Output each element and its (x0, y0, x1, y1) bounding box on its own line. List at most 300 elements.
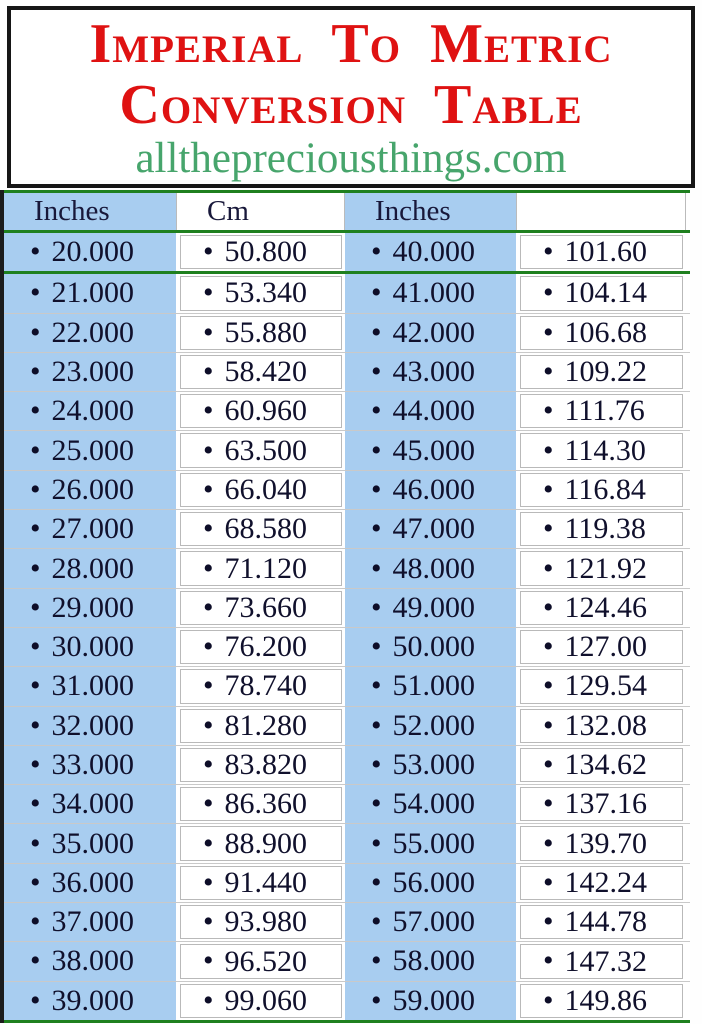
table-row (4, 706, 690, 745)
inches-cell (4, 707, 176, 745)
cm-cell (176, 942, 345, 980)
value-box (180, 394, 342, 428)
value-box (520, 866, 683, 900)
value-box (180, 355, 342, 389)
value-text: 58.000 (392, 944, 476, 978)
inches-cell (345, 667, 516, 705)
value-box (180, 826, 342, 860)
value-text: 60.960 (224, 394, 308, 428)
bullet-icon: • (203, 355, 214, 389)
value-box (180, 276, 342, 310)
page-title-line2: Conversion Table (119, 73, 583, 136)
bullet-icon: • (543, 355, 554, 389)
value-box (520, 787, 683, 821)
value-box (180, 235, 342, 269)
bullet-icon: • (543, 669, 554, 703)
bullet-icon: • (371, 355, 382, 389)
bullet-icon: • (203, 630, 214, 664)
inches-cell (345, 982, 516, 1020)
value-text: 53.000 (392, 748, 476, 781)
cm-cell (516, 942, 686, 980)
value-text: 21.000 (51, 276, 135, 310)
value-text: 91.440 (224, 865, 308, 899)
value-box (520, 905, 683, 939)
value-text: 34.000 (51, 787, 135, 821)
value-text: 39.000 (51, 983, 135, 1017)
value-text: 25.000 (51, 433, 135, 467)
table-row (4, 430, 690, 469)
bullet-icon: • (543, 472, 554, 506)
value-text: 24.000 (51, 394, 135, 428)
value-text: 48.000 (392, 551, 476, 585)
value-text: 40.000 (392, 235, 476, 269)
bullet-icon: • (203, 472, 214, 506)
value-box (180, 866, 342, 900)
page-title-line1: Imperial To Metric (89, 13, 613, 76)
value-box (180, 905, 342, 939)
value-text: 116.84 (564, 472, 646, 506)
cm-cell (516, 510, 686, 548)
value-box (180, 709, 342, 743)
header-cell-inches-right (345, 193, 516, 230)
value-box (180, 433, 342, 467)
inches-cell (4, 471, 176, 509)
value-text: 45.000 (392, 433, 476, 467)
cm-cell (176, 353, 345, 391)
bullet-icon: • (203, 669, 214, 703)
value-text: 63.500 (224, 433, 308, 467)
cm-cell (516, 431, 686, 469)
value-text: 54.000 (392, 787, 476, 821)
value-text: 57.000 (392, 905, 476, 939)
table-row (4, 548, 690, 587)
value-text: 96.520 (224, 944, 308, 978)
value-text: 44.000 (392, 394, 476, 428)
cm-cell (176, 431, 345, 469)
cm-cell (176, 589, 345, 627)
bullet-icon: • (543, 748, 554, 781)
bullet-icon: • (543, 826, 554, 860)
inches-cell (345, 510, 516, 548)
inches-cell (345, 824, 516, 862)
value-text: 129.54 (564, 669, 648, 703)
bullet-icon: • (203, 787, 214, 821)
inches-cell (345, 628, 516, 666)
bullet-icon: • (30, 551, 41, 585)
value-box (520, 394, 683, 428)
bullet-icon: • (203, 905, 214, 939)
bullet-icon: • (371, 315, 382, 349)
value-text: 101.60 (564, 235, 648, 269)
cm-cell (516, 667, 686, 705)
cm-cell (516, 785, 686, 823)
value-text: 30.000 (51, 630, 135, 664)
inches-cell (4, 549, 176, 587)
bullet-icon: • (371, 512, 382, 546)
value-box (180, 316, 342, 350)
table-row (4, 941, 690, 980)
cm-cell (176, 707, 345, 745)
cm-cell (516, 707, 686, 745)
value-box (520, 630, 683, 664)
bullet-icon: • (203, 826, 214, 860)
bullet-icon: • (371, 944, 382, 978)
value-text: 114.30 (564, 433, 646, 467)
value-text: 35.000 (51, 826, 135, 860)
cm-cell (176, 549, 345, 587)
inches-cell (4, 589, 176, 627)
cm-cell (176, 667, 345, 705)
bullet-icon: • (371, 276, 382, 310)
bullet-icon: • (543, 394, 554, 428)
value-text: 106.68 (564, 315, 648, 349)
value-box (180, 512, 342, 546)
cm-cell (516, 903, 686, 941)
bullet-icon: • (30, 826, 41, 860)
bullet-icon: • (203, 315, 214, 349)
bullet-icon: • (371, 394, 382, 428)
value-box (520, 276, 683, 310)
value-text: 142.24 (564, 865, 648, 899)
bullet-icon: • (543, 315, 554, 349)
bullet-icon: • (543, 708, 554, 742)
inches-cell (4, 353, 176, 391)
table-row (4, 627, 690, 666)
bullet-icon: • (30, 433, 41, 467)
inches-cell (4, 903, 176, 941)
table-row (4, 588, 690, 627)
cm-cell (516, 864, 686, 902)
inches-cell (345, 392, 516, 430)
value-box (520, 669, 683, 703)
value-box (180, 473, 342, 507)
cm-cell (176, 233, 345, 271)
bullet-icon: • (543, 433, 554, 467)
value-text: 88.900 (224, 826, 308, 860)
header-cell-cm-left (176, 193, 345, 230)
value-text: 58.420 (224, 355, 308, 389)
table-row (4, 233, 690, 271)
bullet-icon: • (203, 865, 214, 899)
bullet-icon: • (371, 826, 382, 860)
value-text: 28.000 (51, 551, 135, 585)
inches-cell (4, 314, 176, 352)
inches-cell (4, 431, 176, 469)
value-text: 31.000 (51, 669, 135, 703)
bullet-icon: • (30, 315, 41, 349)
bullet-icon: • (30, 865, 41, 899)
table-body (4, 233, 690, 1020)
bullet-icon: • (543, 590, 554, 624)
bullet-icon: • (30, 669, 41, 703)
value-text: 22.000 (51, 315, 135, 349)
value-text: 83.820 (224, 748, 308, 782)
inches-cell (345, 707, 516, 745)
value-box (520, 748, 683, 782)
bullet-icon: • (371, 787, 382, 821)
inches-cell (345, 233, 516, 271)
bullet-icon: • (371, 433, 382, 467)
value-text: 26.000 (51, 472, 135, 506)
value-text: 147.32 (564, 944, 648, 978)
cm-cell (176, 392, 345, 430)
cm-cell (176, 274, 345, 312)
value-text: 55.000 (392, 826, 476, 860)
bullet-icon: • (30, 944, 41, 978)
value-text: 111.76 (564, 394, 645, 428)
value-text: 51.000 (392, 669, 476, 703)
value-text: 81.280 (224, 708, 308, 742)
bullet-icon: • (30, 355, 41, 389)
table-row (4, 666, 690, 705)
value-text: 59.000 (392, 983, 476, 1017)
cm-cell (516, 314, 686, 352)
table-row (4, 823, 690, 862)
cm-cell (176, 471, 345, 509)
cm-cell (176, 864, 345, 902)
bullet-icon: • (543, 630, 554, 664)
inches-cell (4, 942, 176, 980)
cm-cell (516, 471, 686, 509)
inches-cell (345, 549, 516, 587)
column-header-label: Inches (375, 195, 451, 227)
bullet-icon: • (30, 590, 41, 624)
table-row (4, 509, 690, 548)
inches-cell (4, 864, 176, 902)
value-text: 86.360 (224, 787, 308, 821)
value-text: 46.000 (392, 472, 476, 506)
website-url: allthepreciousthings.com (135, 134, 567, 182)
cm-cell (516, 233, 686, 271)
cm-cell (176, 903, 345, 941)
cm-cell (516, 628, 686, 666)
cm-cell (516, 392, 686, 430)
value-text: 119.38 (564, 512, 646, 546)
value-text: 27.000 (51, 512, 135, 546)
value-text: 43.000 (392, 355, 476, 389)
value-text: 66.040 (224, 472, 308, 506)
value-box (520, 944, 683, 978)
value-box (520, 512, 683, 546)
cm-cell (176, 510, 345, 548)
value-text: 68.580 (224, 512, 308, 546)
value-text: 53.340 (224, 276, 308, 310)
cm-cell (516, 824, 686, 862)
bullet-icon: • (371, 905, 382, 939)
bullet-icon: • (203, 983, 214, 1017)
inches-cell (4, 785, 176, 823)
table-row (4, 902, 690, 941)
table-row (4, 863, 690, 902)
bullet-icon: • (30, 276, 41, 310)
bullet-icon: • (543, 983, 554, 1017)
bullet-icon: • (203, 590, 214, 624)
value-text: 49.000 (392, 590, 476, 624)
value-box (520, 591, 683, 625)
value-text: 71.120 (224, 551, 308, 585)
value-text: 42.000 (392, 315, 476, 349)
table-row (4, 274, 690, 312)
bullet-icon: • (371, 630, 382, 664)
bullet-icon: • (543, 235, 554, 269)
cm-cell (516, 746, 686, 784)
bullet-icon: • (30, 512, 41, 546)
value-text: 109.22 (564, 355, 648, 389)
value-text: 73.660 (224, 590, 308, 624)
bullet-icon: • (30, 708, 41, 742)
cm-cell (176, 824, 345, 862)
inches-cell (4, 667, 176, 705)
value-text: 99.060 (224, 983, 308, 1017)
inches-cell (345, 471, 516, 509)
bullet-icon: • (371, 551, 382, 585)
value-text: 104.14 (564, 276, 648, 310)
column-header-label: Cm (207, 195, 249, 227)
bullet-icon: • (371, 235, 382, 269)
bullet-icon: • (30, 394, 41, 428)
value-text: 93.980 (224, 905, 308, 939)
value-text: 132.08 (564, 708, 648, 742)
inches-cell (345, 942, 516, 980)
inches-cell (4, 510, 176, 548)
bullet-icon: • (203, 512, 214, 546)
value-text: 29.000 (51, 590, 135, 624)
value-box (520, 826, 683, 860)
inches-cell (345, 903, 516, 941)
table-row (4, 470, 690, 509)
inches-cell (345, 353, 516, 391)
divider-line-bottom (4, 1020, 690, 1023)
column-header-label: Inches (34, 195, 110, 227)
bullet-icon: • (203, 551, 214, 585)
cm-cell (176, 746, 345, 784)
value-box (180, 669, 342, 703)
cm-cell (516, 982, 686, 1020)
table-row (4, 352, 690, 391)
bullet-icon: • (203, 708, 214, 742)
value-text: 33.000 (51, 748, 135, 781)
value-text: 50.800 (224, 235, 308, 269)
inches-cell (4, 982, 176, 1020)
inches-cell (345, 785, 516, 823)
bullet-icon: • (30, 748, 41, 781)
inches-cell (4, 824, 176, 862)
value-box (520, 316, 683, 350)
value-text: 20.000 (51, 235, 135, 269)
header-cell-inches-left (4, 193, 176, 230)
bullet-icon: • (30, 787, 41, 821)
value-box (520, 709, 683, 743)
table-row (4, 391, 690, 430)
bullet-icon: • (30, 630, 41, 664)
inches-cell (345, 274, 516, 312)
value-text: 52.000 (392, 708, 476, 742)
cm-cell (176, 314, 345, 352)
inches-cell (345, 746, 516, 784)
value-box (180, 591, 342, 625)
value-box (520, 355, 683, 389)
value-text: 149.86 (564, 983, 648, 1017)
value-box (180, 944, 342, 978)
value-text: 38.000 (51, 944, 135, 978)
value-text: 32.000 (51, 708, 135, 742)
value-text: 36.000 (51, 865, 135, 899)
inches-cell (345, 431, 516, 469)
table-row (4, 313, 690, 352)
inches-cell (4, 274, 176, 312)
value-box (520, 235, 683, 269)
value-box (180, 551, 342, 585)
bullet-icon: • (543, 512, 554, 546)
bullet-icon: • (371, 669, 382, 703)
value-text: 78.740 (224, 669, 308, 703)
inches-cell (345, 589, 516, 627)
bullet-icon: • (371, 590, 382, 624)
value-text: 47.000 (392, 512, 476, 546)
cm-cell (516, 589, 686, 627)
value-text: 139.70 (564, 826, 648, 860)
table-row (4, 745, 690, 784)
bullet-icon: • (371, 748, 382, 781)
bullet-icon: • (203, 394, 214, 428)
bullet-icon: • (543, 276, 554, 310)
value-text: 121.92 (564, 551, 648, 585)
inches-cell (345, 314, 516, 352)
cm-cell (516, 274, 686, 312)
bullet-icon: • (543, 905, 554, 939)
inches-cell (345, 864, 516, 902)
value-text: 55.880 (224, 315, 308, 349)
conversion-table (0, 190, 690, 1023)
bullet-icon: • (543, 551, 554, 585)
value-text: 134.62 (564, 748, 648, 782)
cm-cell (176, 628, 345, 666)
bullet-icon: • (371, 983, 382, 1017)
cm-cell (176, 785, 345, 823)
title-box (7, 6, 695, 188)
value-box (520, 551, 683, 585)
cm-cell (516, 549, 686, 587)
value-text: 23.000 (51, 355, 135, 389)
value-text: 41.000 (392, 276, 476, 310)
inches-cell (4, 392, 176, 430)
inches-cell (4, 628, 176, 666)
bullet-icon: • (543, 944, 554, 978)
value-text: 124.46 (564, 590, 648, 624)
bullet-icon: • (30, 905, 41, 939)
value-text: 127.00 (564, 630, 648, 664)
bullet-icon: • (543, 787, 554, 821)
bullet-icon: • (371, 472, 382, 506)
value-box (180, 984, 342, 1018)
bullet-icon: • (30, 472, 41, 506)
cm-cell (176, 982, 345, 1020)
bullet-icon: • (203, 433, 214, 467)
value-text: 50.000 (392, 630, 476, 664)
inches-cell (4, 233, 176, 271)
bullet-icon: • (371, 865, 382, 899)
bullet-icon: • (203, 276, 214, 310)
value-text: 37.000 (51, 905, 135, 939)
bullet-icon: • (30, 235, 41, 269)
value-box (180, 630, 342, 664)
value-text: 56.000 (392, 865, 476, 899)
bullet-icon: • (203, 748, 214, 781)
header-cell-cm-right (516, 193, 686, 230)
table-row (4, 784, 690, 823)
inches-cell (4, 746, 176, 784)
bullet-icon: • (30, 983, 41, 1017)
